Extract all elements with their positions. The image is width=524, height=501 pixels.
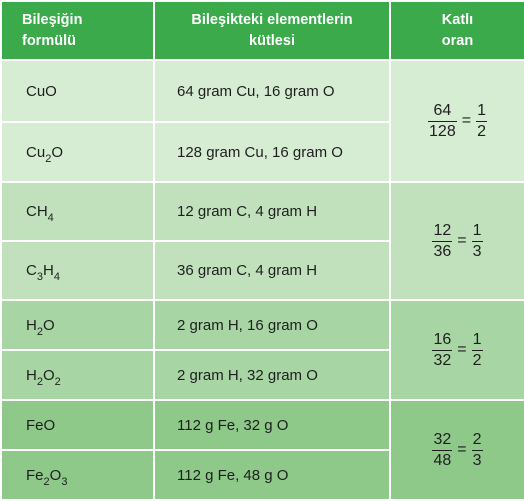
formula-text: O — [49, 466, 62, 484]
table-row — [1, 400, 524, 450]
multiple-ratio — [391, 431, 524, 470]
formula-subscript: 2 — [43, 475, 50, 488]
fraction-left — [432, 222, 452, 261]
compound-formula — [1, 241, 154, 300]
formula-subscript: 3 — [36, 271, 43, 283]
denominator: 2 — [472, 351, 482, 369]
formula-text: O — [51, 143, 63, 161]
fraction-right — [472, 431, 483, 470]
formula-text: CH — [26, 203, 48, 220]
compound-formula — [1, 300, 154, 350]
equals-sign: = — [457, 341, 467, 358]
equals-sign: = — [457, 232, 467, 249]
multiple-ratio — [391, 331, 524, 370]
numerator: 1 — [472, 221, 482, 239]
compound-formula — [1, 60, 154, 122]
formula-text: FeO — [26, 416, 56, 434]
header-masses-line1: Bileşikteki elementlerin — [191, 11, 353, 28]
compound-formula — [1, 182, 154, 241]
denominator: 36 — [433, 242, 452, 260]
fraction-left — [432, 331, 452, 370]
fraction-right — [472, 331, 483, 370]
header-row — [1, 1, 524, 60]
denominator: 128 — [429, 122, 456, 140]
multiple-ratio-cell — [390, 300, 524, 400]
formula-subscript: 4 — [53, 271, 60, 283]
header-formula-line1: Bileşiğin — [22, 11, 83, 28]
formula-subscript: 2 — [54, 375, 61, 388]
multiple-ratio — [391, 222, 524, 261]
multiple-ratio-cell — [390, 182, 524, 300]
formula-subscript: 2 — [36, 375, 43, 388]
header-ratio-line1: Katlı — [441, 11, 474, 28]
formula-text: CuO — [26, 82, 57, 100]
formula-text: H — [42, 262, 54, 279]
header-masses — [154, 1, 390, 60]
numerator: 32 — [433, 430, 452, 448]
header-ratio — [390, 1, 524, 60]
header-formula — [1, 1, 154, 60]
equals-sign: = — [457, 441, 467, 458]
numerator: 1 — [472, 330, 482, 348]
formula-text: Fe — [26, 466, 44, 484]
formula-text: O — [42, 366, 55, 384]
fraction-right — [472, 222, 483, 261]
formula-subscript: 3 — [61, 475, 68, 488]
denominator: 3 — [472, 451, 482, 469]
numerator: 64 — [433, 101, 452, 119]
fraction-left — [428, 102, 457, 141]
formula-text: H — [26, 316, 37, 334]
element-masses: 112 g Fe, 48 g O — [154, 450, 390, 500]
multiple-ratio-cell — [390, 400, 524, 500]
compound-formula — [1, 400, 154, 450]
element-masses: 112 g Fe, 32 g O — [154, 400, 390, 450]
formula-text: H — [26, 366, 37, 384]
element-masses: 2 gram H, 16 gram O — [154, 300, 390, 350]
element-masses: 64 gram Cu, 16 gram O — [154, 60, 390, 122]
numerator: 12 — [433, 221, 452, 239]
header-formula-line2: formülü — [22, 32, 76, 49]
fraction-right — [476, 102, 487, 141]
formula-text: C — [26, 262, 37, 279]
formula-subscript: 2 — [45, 152, 52, 165]
formula-subscript: 4 — [47, 212, 54, 224]
denominator: 3 — [472, 242, 482, 260]
numerator: 2 — [472, 430, 482, 448]
table-row — [1, 182, 524, 241]
element-masses: 128 gram Cu, 16 gram O — [154, 122, 390, 182]
denominator: 48 — [433, 451, 452, 469]
header-masses-line2: kütlesi — [249, 32, 295, 49]
element-masses: 2 gram H, 32 gram O — [154, 350, 390, 400]
fraction-left — [432, 431, 452, 470]
element-masses: 12 gram C, 4 gram H — [154, 182, 390, 241]
formula-subscript: 2 — [36, 325, 43, 338]
compound-formula — [1, 122, 154, 182]
table-row — [1, 60, 524, 122]
header-ratio-line2: oran — [441, 32, 474, 49]
numerator: 16 — [433, 330, 452, 348]
numerator: 1 — [477, 101, 486, 119]
formula-text: O — [42, 316, 55, 334]
multiple-ratio-cell — [390, 60, 524, 182]
multiple-ratio — [391, 102, 524, 141]
compound-formula — [1, 450, 154, 500]
equals-sign: = — [461, 112, 472, 129]
compound-formula — [1, 350, 154, 400]
table-row — [1, 300, 524, 350]
element-masses: 36 gram C, 4 gram H — [154, 241, 390, 300]
formula-text: Cu — [26, 143, 46, 161]
denominator: 32 — [433, 351, 452, 369]
denominator: 2 — [477, 122, 486, 140]
